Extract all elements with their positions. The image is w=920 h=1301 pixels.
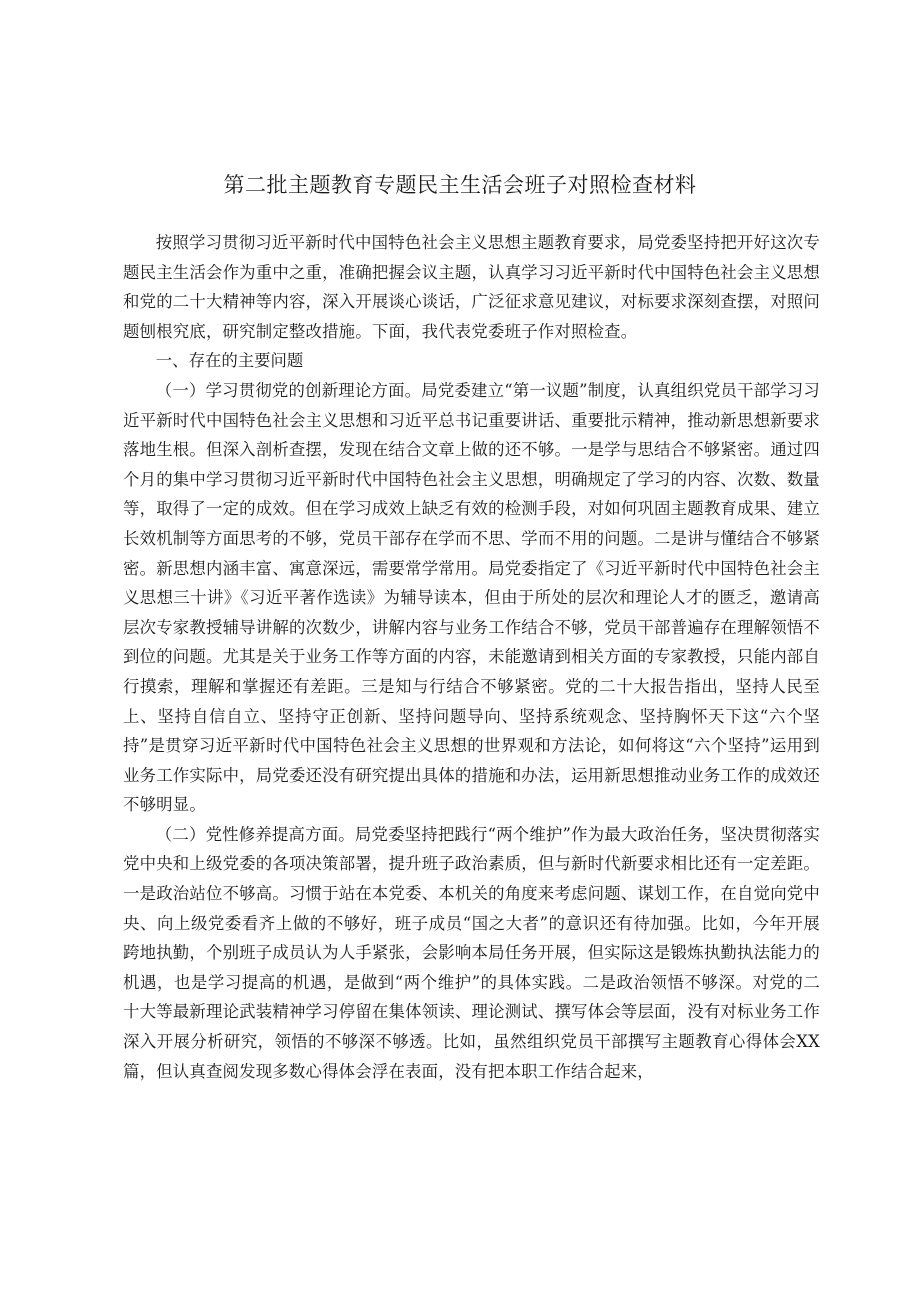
intro-paragraph: 按照学习贯彻习近平新时代中国特色社会主义思想主题教育要求，局党委坚持把开好这次专题民主生活会作为重中之重，准确把握会议主题，认真学习习近平新时代中国特色社会主义思想和党的二十大精神等内容，深入开展谈心谈话，广泛征求意见建议，对标要求深刻查摆，对照问题刨根究底，研究制定整改措施。下面，我代表党委班子作对照检查。 [123, 233, 820, 341]
section-heading: 一、存在的主要问题 [155, 351, 304, 371]
document-title: 第二批主题教育专题民主生活会班子对照检查材料 [223, 173, 697, 197]
item-1-paragraph: （一）学习贯彻党的创新理论方面。局党委建立“第一议题”制度，认真组织党员干部学习习近平新时代中国特色社会主义思想和习近平总书记重要讲话、重要批示精神，推动新思想新要求落地生根。但深入剖析查摆，发现在结合文章上做的还不够。一是学与思结合不够紧密。通过四个月的集中学习贯彻习近平新时代中国特色社会主义思想，明确规定了学习的内容、次数、数量等，取得了一定的成效。但在学习成效上缺乏有效的检测手段，对如何巩固主题教育成果、建立长效机制等方面思考的不够，党员干部存在学而不思、学而不用的问题。二是讲与懂结合不够紧密。新思想内涵丰富、寓意深远，需要常学常用。局党委指定了《习近平新时代中国特色社会主义思想三十讲》《习近平著作选读》为辅导读本，但由于所处的层次和理论人才的匮乏，邀请高层次专家教授辅导讲解的次数少，讲解内容与业务工作结合不够，党员干部普遍存在理解领悟不到位的问题。尤其是关于业务工作等方面的内容，未能邀请到相关方面的专家教授，只能内部自行摸索，理解和掌握还有差距。三是知与行结合不够紧密。党的二十大报告指出，坚持人民至上、坚持自信自立、坚持守正创新、坚持问题导向、坚持系统观念、坚持胸怀天下这“六个坚持”是贯穿习近平新时代中国特色社会主义思想的世界观和方法论，如何将这“六个坚持”运用到业务工作实际中，局党委还没有研究提出具体的措施和办法，运用新思想推动业务工作的成效还不够明显。 [123, 380, 820, 815]
item-2-paragraph: （二）党性修养提高方面。局党委坚持把践行“两个维护”作为最大政治任务，坚决贯彻落实党中央和上级党委的各项决策部署，提升班子政治素质，但与新时代新要求相比还有一定差距。一是政治站位不够高。习惯于站在本党委、本机关的角度来考虑问题、谋划工作，在自觉向党中央、向上级党委看齐上做的不够好，班子成员“国之大者”的意识还有待加强。比如，今年开展跨地执勤，个别班子成员认为人手紧张，会影响本局任务开展，但实际这是锻炼执勤执法能力的机遇，也是学习提高的机遇，是做到“两个维护”的具体实践。二是政治领悟不够深。对党的二十大等最新理论武装精神学习停留在集体领读、理论测试、撰写体会等层面，没有对标业务工作深入开展分析研究，领悟的不够深不够透。比如，虽然组织党员干部撰写主题教育心得体会XX篇，但认真查阅发现多数心得体会浮在表面，没有把本职工作结合起来， [123, 824, 820, 1081]
document-body [123, 228, 820, 1086]
